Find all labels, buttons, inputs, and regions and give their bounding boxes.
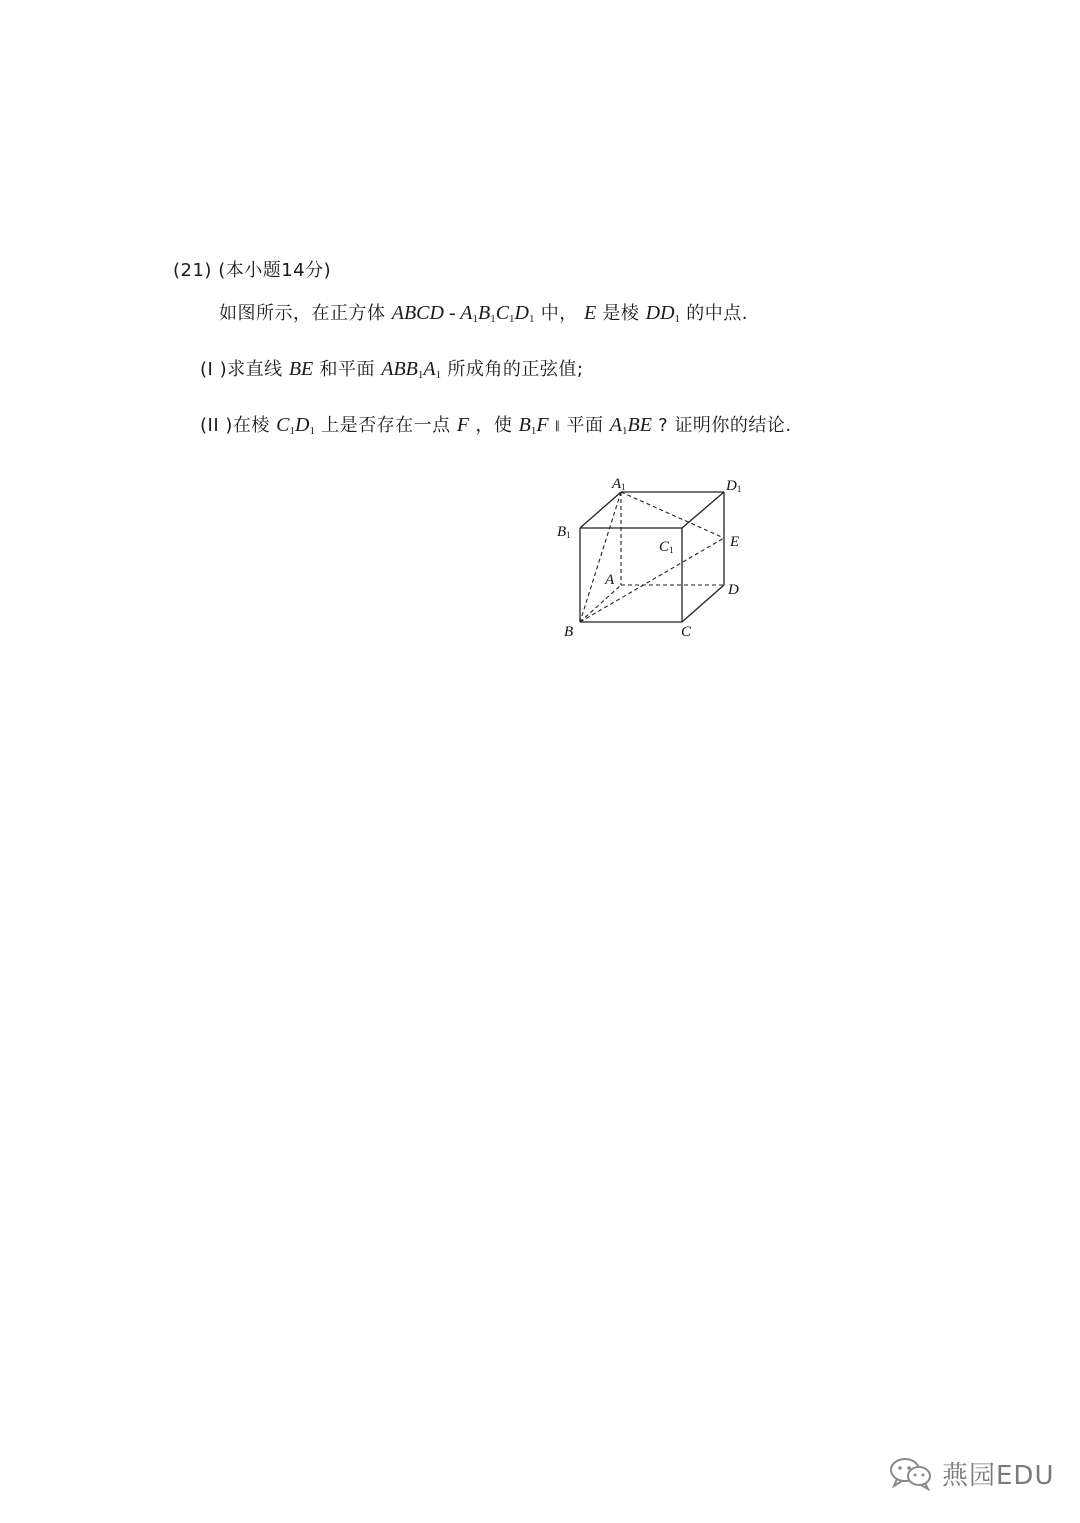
label-c: C xyxy=(681,624,692,640)
label-e: E xyxy=(730,534,740,550)
part-2-text-1: )在棱 xyxy=(225,415,270,436)
cube-diagram xyxy=(550,470,750,645)
edge-ba xyxy=(580,585,621,622)
cube-name: ABCD - $A_1B_1C_1D_1$ xyxy=(391,302,535,325)
intro-text-1: 如图所示，在正方体 xyxy=(219,303,386,324)
problem-points: (本小题14分) xyxy=(218,260,332,281)
point-e: E xyxy=(583,302,597,324)
edge-b1a1 xyxy=(580,492,621,528)
label-c1: C1 xyxy=(659,539,674,555)
intro-text-2: 中， xyxy=(540,303,578,324)
edge-cd xyxy=(682,585,724,622)
part-2-text-3: ，使 xyxy=(475,415,513,436)
part-2-text-2: 上是否存在一点 xyxy=(321,415,451,436)
problem-intro xyxy=(219,301,748,326)
label-a1: A1 xyxy=(612,476,626,492)
parallel-symbol: ∥ xyxy=(554,419,561,432)
intro-text-3: 是棱 xyxy=(602,303,640,324)
plane-abb1a1: $ABB_1A_1$ xyxy=(381,358,442,381)
part-2 xyxy=(200,413,792,438)
watermark-text: 燕园EDU xyxy=(942,1460,1055,1491)
part-2-text-4: 平面 xyxy=(566,415,604,436)
label-d1: D1 xyxy=(726,478,742,494)
part-2-label: (II xyxy=(200,415,220,436)
segment-a1e xyxy=(621,492,724,538)
edge-c1d1: $C_1D_1$ xyxy=(276,414,315,437)
problem-number: (21) xyxy=(173,260,212,281)
segment-be xyxy=(580,538,724,622)
cube-figure xyxy=(550,470,750,645)
line-b1f: $B_1F$ xyxy=(518,414,549,437)
plane-a1be: $A_1BE$ xyxy=(609,414,652,437)
part-1-text-2: 和平面 xyxy=(319,359,376,380)
label-b: B xyxy=(564,624,574,640)
part-1-text-1: )求直线 xyxy=(219,359,283,380)
part-2-text-5: ? 证明你的结论. xyxy=(658,415,792,436)
problem-header xyxy=(173,259,331,283)
part-1-text-3: 所成角的正弦值; xyxy=(447,359,584,380)
part-1-label: (I xyxy=(200,359,214,380)
line-be: BE xyxy=(288,358,314,380)
point-f: F xyxy=(456,414,470,436)
label-b1: B1 xyxy=(557,524,571,540)
segment-a1b xyxy=(580,492,621,622)
part-1 xyxy=(200,357,583,382)
label-a: A xyxy=(605,572,615,588)
wechat-icon xyxy=(888,1455,934,1491)
intro-text-4: 的中点. xyxy=(686,303,749,324)
edge-dd1: $DD_1$ xyxy=(645,302,681,325)
watermark xyxy=(888,1453,1054,1493)
label-d: D xyxy=(728,582,739,598)
